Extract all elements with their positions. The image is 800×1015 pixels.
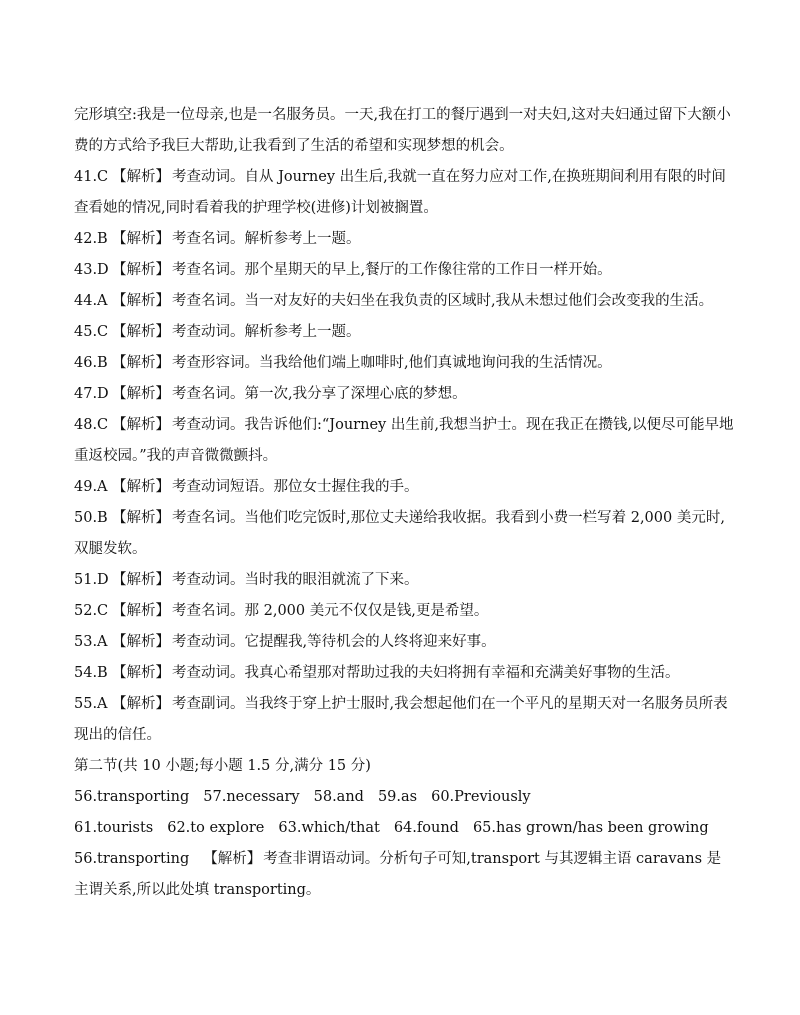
analysis-text: 考查形容词。当我给他们端上咖啡时,他们真诚地询问我的生活情况。 — [172, 355, 612, 371]
explanation-item — [74, 317, 734, 348]
analysis-tag: 【解析】 — [112, 510, 170, 526]
explanation-item — [74, 224, 734, 255]
explanation-item — [74, 472, 734, 503]
answer-item: 65.has grown/has been growing — [472, 820, 709, 836]
analysis-tag: 【解析】 — [112, 324, 170, 340]
question-number: 52.C — [74, 603, 109, 619]
question-number: 49.A — [74, 479, 108, 495]
analysis-tag: 【解析】 — [112, 696, 170, 712]
explanation-list — [74, 162, 734, 751]
analysis-text: 考查名词。那个星期天的早上,餐厅的工作像往常的工作日一样开始。 — [172, 262, 612, 278]
answer-item: 62.to explore — [167, 820, 265, 836]
analysis-tag: 【解析】 — [112, 169, 170, 185]
analysis-text: 考查动词。当时我的眼泪就流了下来。 — [172, 572, 419, 588]
analysis-tag: 【解析】 — [112, 293, 170, 309]
analysis-text: 考查名词。当他们吃完饭时,那位丈夫递给我收据。我看到小费一栏写着 2,000 美元时,双腿发软。 — [74, 510, 725, 557]
explanation-item — [74, 255, 734, 286]
explanation-item-56 — [74, 844, 734, 906]
analysis-text: 考查非谓语动词。分析句子可知,transport 与其逻辑主语 caravans 是主谓关系,所以此处填 transporting。 — [74, 851, 722, 898]
question-number: 43.D — [74, 262, 109, 278]
analysis-text: 考查名词。第一次,我分享了深埋心底的梦想。 — [172, 386, 467, 402]
explanation-item — [74, 565, 734, 596]
explanation-item — [74, 503, 734, 565]
analysis-text: 考查名词。解析参考上一题。 — [172, 231, 361, 247]
analysis-text: 考查副词。当我终于穿上护士服时,我会想起他们在一个平凡的星期天对一名服务员所表现出的信任。 — [74, 696, 728, 743]
explanation-item — [74, 410, 734, 472]
question-number: 50.B — [74, 510, 108, 526]
answer-item: 59.as — [377, 789, 418, 805]
analysis-tag: 【解析】 — [112, 634, 170, 650]
analysis-tag: 【解析】 — [112, 231, 170, 247]
question-number: 46.B — [74, 355, 108, 371]
explanation-item — [74, 348, 734, 379]
question-number: 44.A — [74, 293, 108, 309]
answers-row-1 — [74, 782, 734, 813]
question-number: 48.C — [74, 417, 109, 433]
analysis-tag: 【解析】 — [203, 851, 262, 867]
analysis-tag: 【解析】 — [112, 603, 170, 619]
analysis-text: 考查动词。我真心希望那对帮助过我的夫妇将拥有幸福和充满美好事物的生活。 — [172, 665, 680, 681]
explanation-item — [74, 689, 734, 751]
question-number: 54.B — [74, 665, 108, 681]
analysis-tag: 【解析】 — [112, 386, 170, 402]
answers-row-2 — [74, 813, 734, 844]
question-number: 47.D — [74, 386, 109, 402]
question-number: 55.A — [74, 696, 108, 712]
analysis-text: 考查动词。自从 Journey 出生后,我就一直在努力应对工作,在换班期间利用有限的时间查看她的情况,同时看着我的护理学校(进修)计划被搁置。 — [74, 169, 726, 216]
answer-item: 57.necessary — [203, 789, 300, 805]
analysis-tag: 【解析】 — [112, 262, 170, 278]
question-number: 56.transporting — [74, 851, 190, 867]
analysis-text: 考查动词短语。那位女士握住我的手。 — [172, 479, 419, 495]
analysis-tag: 【解析】 — [112, 417, 170, 433]
explanation-item — [74, 658, 734, 689]
answer-item: 58.and — [313, 789, 364, 805]
explanation-item — [74, 596, 734, 627]
explanation-item — [74, 162, 734, 224]
analysis-tag: 【解析】 — [112, 479, 170, 495]
answer-item: 63.which/that — [278, 820, 380, 836]
analysis-text: 考查动词。它提醒我,等待机会的人终将迎来好事。 — [172, 634, 496, 650]
analysis-tag: 【解析】 — [112, 572, 170, 588]
cloze-summary: 完形填空:我是一位母亲,也是一名服务员。一天,我在打工的餐厅遇到一对夫妇,这对夫妇通过留下大额小费的方式给予我巨大帮助,让我看到了生活的希望和实现梦想的机会。 — [74, 107, 731, 154]
analysis-tag: 【解析】 — [112, 355, 170, 371]
question-number: 41.C — [74, 169, 109, 185]
explanation-item — [74, 627, 734, 658]
analysis-text: 考查名词。那 2,000 美元不仅仅是钱,更是希望。 — [172, 603, 489, 619]
analysis-text: 考查动词。解析参考上一题。 — [172, 324, 361, 340]
answer-item: 61.tourists — [74, 820, 154, 836]
question-number: 45.C — [74, 324, 109, 340]
question-number: 42.B — [74, 231, 108, 247]
question-number: 51.D — [74, 572, 109, 588]
answer-key-content — [74, 100, 734, 906]
explanation-item — [74, 286, 734, 317]
answer-item: 64.found — [393, 820, 459, 836]
analysis-text: 考查动词。我告诉他们:“Journey 出生前,我想当护士。现在我正在攒钱,以便尽可能早地重返校园。”我的声音微微颤抖。 — [74, 417, 734, 464]
question-number: 53.A — [74, 634, 108, 650]
section-two-heading: 第二节(共 10 小题;每小题 1.5 分,满分 15 分) — [74, 758, 371, 774]
answer-item: 56.transporting — [74, 789, 190, 805]
explanation-item — [74, 379, 734, 410]
analysis-text: 考查名词。当一对友好的夫妇坐在我负责的区域时,我从未想过他们会改变我的生活。 — [172, 293, 714, 309]
analysis-tag: 【解析】 — [112, 665, 170, 681]
answer-item: 60.Previously — [431, 789, 531, 805]
